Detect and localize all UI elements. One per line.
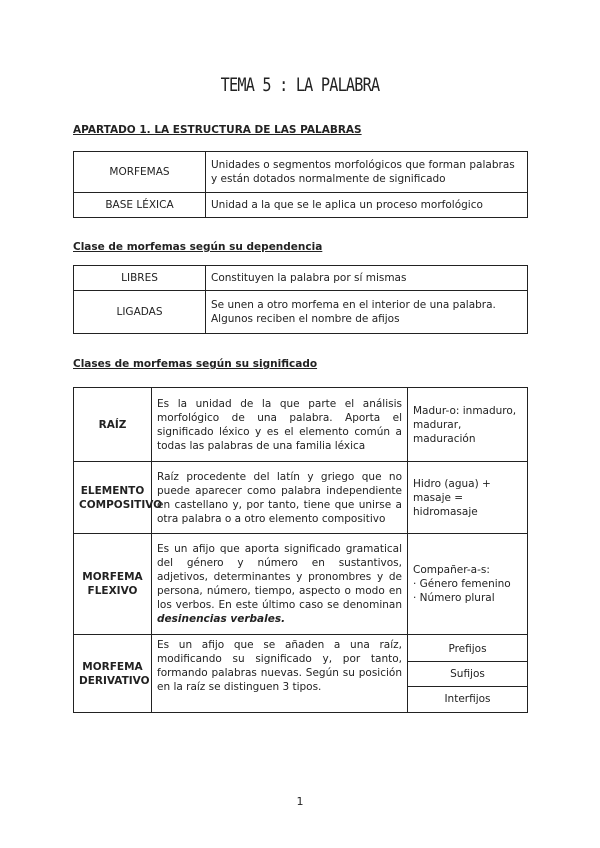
meaning-table <box>73 387 528 713</box>
term-cell: MORFEMA DERIVATIVO <box>74 635 152 713</box>
definition-cell: Raíz procedente del latín y griego que no puede aparecer como palabra independiente en castellano y, por tanto, tiene que unirse a otra palabra o a otro elemento compositivo <box>152 462 408 534</box>
type-sufijos: Sufijos <box>408 661 527 686</box>
term-cell: MORFEMAS <box>74 152 206 193</box>
section-heading: Clase de morfemas según su dependencia <box>73 241 323 253</box>
table-row <box>74 388 528 462</box>
table-row <box>74 266 528 291</box>
definition-text: Es un afijo que aporta significado gramatical del género y número en sustantivos, adjetivos, determinantes y pronombres y de persona, número, tiempo, aspecto o modo en los verbos. En este último caso se denominan <box>157 543 402 611</box>
term-cell: RAÍZ <box>74 388 152 462</box>
definition-cell: Es un afijo que se añaden a una raíz, modificando su significado y, por tanto, formando palabras nuevas. Según su posición en la raíz se distinguen 3 tipos. <box>152 635 408 713</box>
term-cell: BASE LÉXICA <box>74 193 206 218</box>
types-table <box>408 637 527 711</box>
section-heading: APARTADO 1. LA ESTRUCTURA DE LAS PALABRAS <box>73 124 362 136</box>
term-cell: ELEMENTO COMPOSITIVO <box>74 462 152 534</box>
definition-cell: Se unen a otro morfema en el interior de una palabra. Algunos reciben el nombre de afijos <box>206 291 528 334</box>
example-cell <box>408 534 528 635</box>
table-row <box>74 152 528 193</box>
table-row <box>74 534 528 635</box>
term-cell: MORFEMA FLEXIVO <box>74 534 152 635</box>
example-line: · Género femenino <box>413 578 511 590</box>
term-cell: LIGADAS <box>74 291 206 334</box>
table-row <box>74 193 528 218</box>
example-cell: Madur-o: inmaduro, madurar, maduración <box>408 388 528 462</box>
definition-cell: Unidades o segmentos morfológicos que forman palabras y están dotados normalmente de significado <box>206 152 528 193</box>
table-row <box>74 462 528 534</box>
dependence-table <box>73 265 528 334</box>
section-heading: Clases de morfemas según su significado <box>73 358 318 370</box>
page-number: 1 <box>296 795 304 808</box>
definition-cell <box>152 534 408 635</box>
term-cell: LIBRES <box>74 266 206 291</box>
definition-cell: Es la unidad de la que parte el análisis morfológico de una palabra. Aporta el significado léxico y es el elemento común a todas las palabras de una familia léxica <box>152 388 408 462</box>
page-title: TEMA 5 : LA PALABRA <box>220 74 380 96</box>
type-interfijos: Interfijos <box>444 692 491 705</box>
example-text: Compañer-a-s: <box>413 564 490 576</box>
table-row <box>74 291 528 334</box>
example-cell: Hidro (agua) + masaje = hidromasaje <box>408 462 528 534</box>
definition-cell: Constituyen la palabra por sí mismas <box>206 266 528 291</box>
types-cell <box>408 635 528 713</box>
definition-cell: Unidad a la que se le aplica un proceso morfológico <box>206 193 528 218</box>
table-row <box>74 635 528 713</box>
emphasis-text: desinencias verbales. <box>157 613 286 625</box>
example-line: · Número plural <box>413 592 495 604</box>
type-prefijos: Prefijos <box>408 637 527 662</box>
structure-table <box>73 151 528 218</box>
